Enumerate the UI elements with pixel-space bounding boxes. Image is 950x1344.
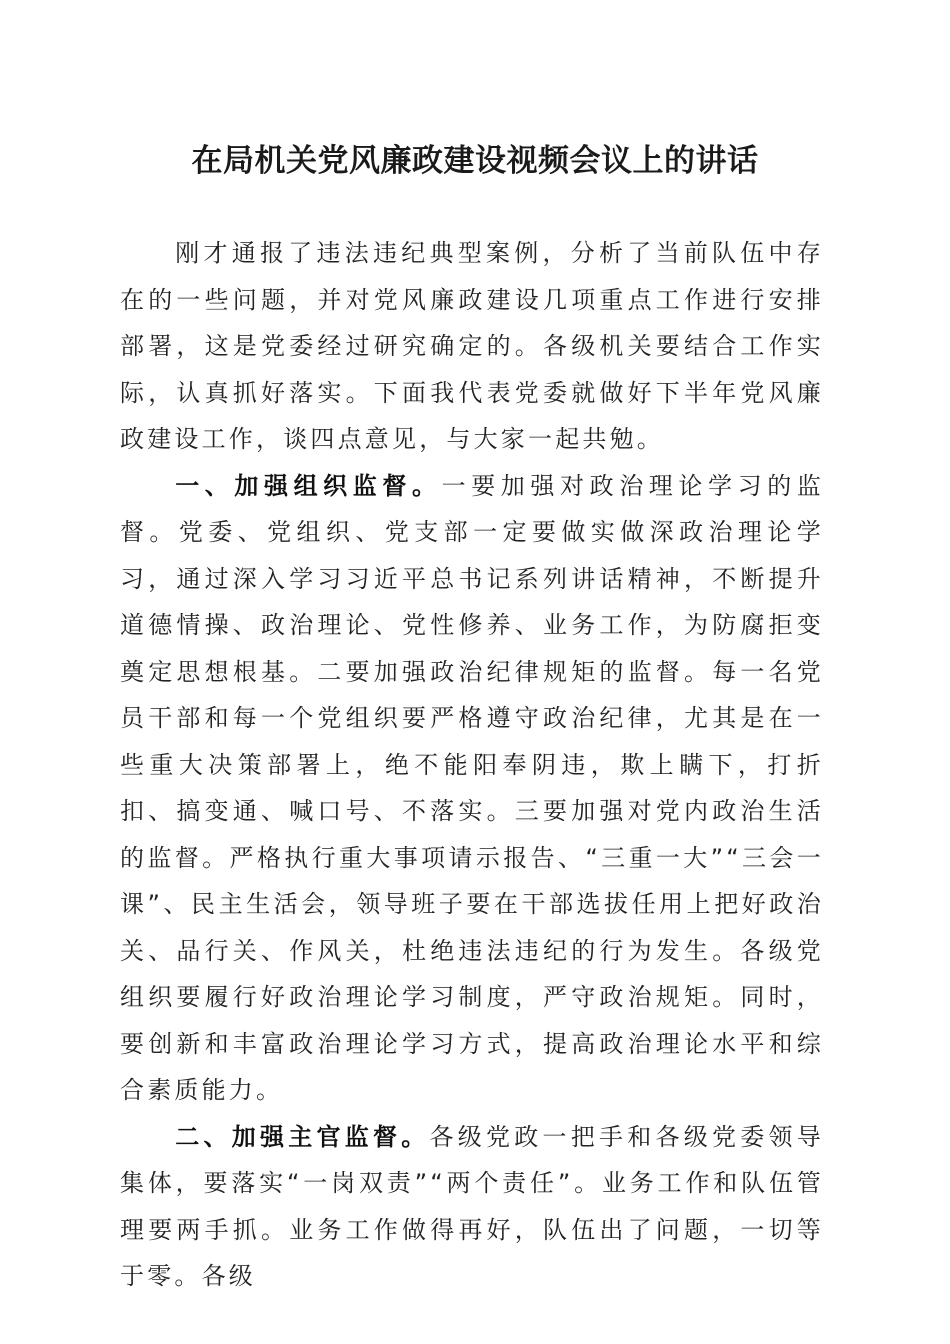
document-title: 在局机关党风廉政建设视频会议上的讲话 [191,143,759,179]
section-heading: 一、加强组织监督。 [175,471,442,500]
paragraph-intro [120,230,824,463]
paragraph-text: 各级党政一把手和各级党委领导集体，要落实“一岗双责”“两个责任”。业务工作和队伍管理要两手抓。业务工作做得再好，队伍出了问题，一切等于零。各级 [120,1122,824,1290]
document-body [120,230,824,1300]
paragraph-text: 一要加强对政治理论学习的监督。党委、党组织、党支部一定要做实做深政治理论学习，通过深入学习习近平总书记系列讲话精神，不断提升道德情操、政治理论、党性修养、业务工作，为防腐拒变奠定思想根基。二要加强政治纪律规矩的监督。每一名党员干部和每一个党组织要严格遵守政治纪律，尤其是在一些重大决策部署上，绝不能阳奉阴违，欺上瞒下，打折扣、搞变通、喊口号、不落实。三要加强对党内政治生活的监督。严格执行重大事项请示报告、“三重一大”“三会一课”、民主生活会，领导班子要在干部选拔任用上把好政治关、品行关、作风关，杜绝违法违纪的行为发生。各级党组织要履行好政治理论学习制度，严守政治规矩。同时，要创新和丰富政治理论学习方式，提高政治理论水平和综合素质能力。 [120,471,824,1104]
section-heading: 二、加强主官监督。 [175,1122,430,1151]
paragraph-text: 刚才通报了违法违纪典型案例，分析了当前队伍中存在的一些问题，并对党风廉政建设几项重点工作进行安排部署，这是党委经过研究确定的。各级机关要结合工作实际，认真抓好落实。下面我代表党委就做好下半年党风廉政建设工作，谈四点意见，与大家一起共勉。 [120,239,824,453]
paragraph-section-2 [120,1114,824,1300]
paragraph-section-1 [120,463,824,1114]
